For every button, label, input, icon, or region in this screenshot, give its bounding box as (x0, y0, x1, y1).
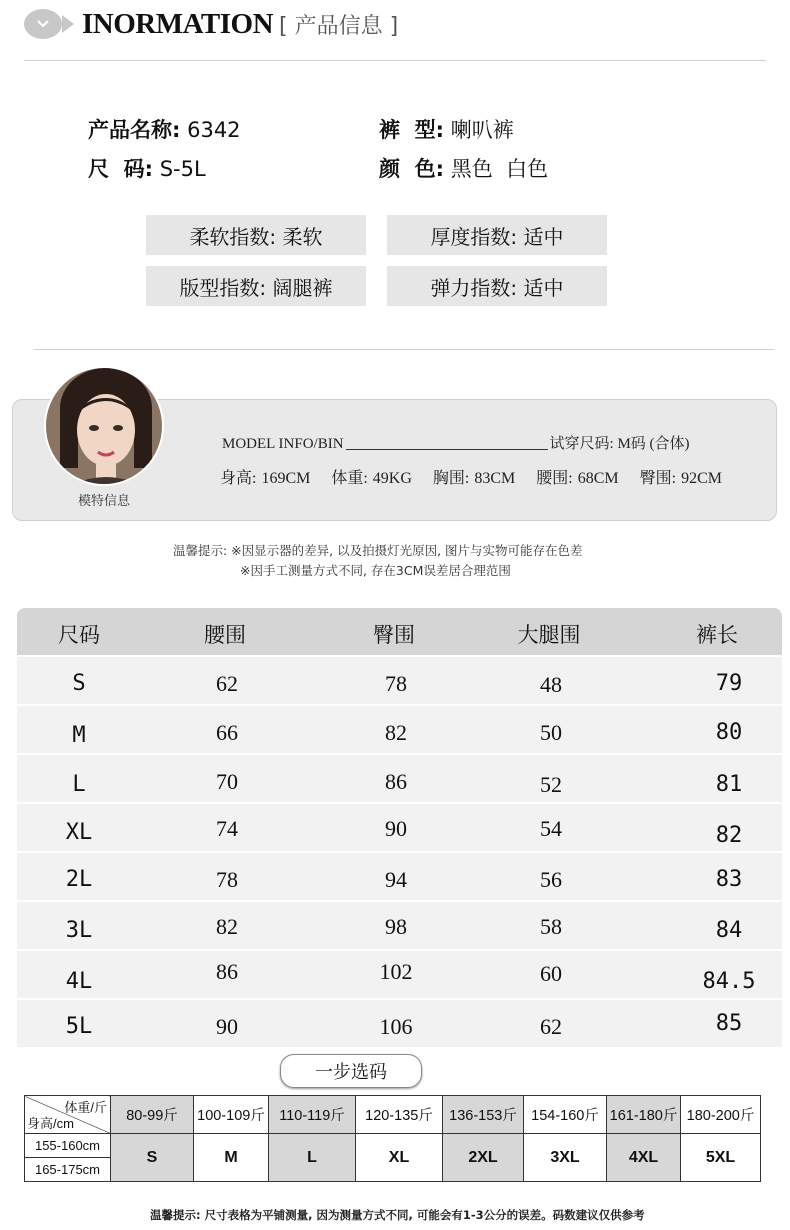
table-cell: 82 (216, 914, 238, 939)
table-cell: 3L (65, 918, 93, 943)
elasticity-index: 弹力指数: 适中 (387, 266, 607, 306)
table-cell: 79 (715, 671, 743, 696)
table-cell: L (72, 772, 86, 797)
weight-cell: 154-160斤 (524, 1096, 607, 1134)
table-cell: 102 (379, 959, 413, 984)
thickness-index: 厚度指数: 适中 (387, 215, 607, 255)
table-cell: 78 (216, 867, 238, 892)
table-row (17, 655, 782, 704)
size-cell: M (194, 1134, 269, 1182)
table-cell: 5L (65, 1014, 93, 1039)
table-row (17, 900, 782, 949)
table-cell: 83 (715, 867, 743, 892)
table-cell: 52 (540, 772, 562, 797)
table-row (17, 851, 782, 900)
table-cell: 58 (540, 914, 562, 939)
table-row (17, 998, 782, 1047)
size-recommendation-table (24, 1095, 761, 1182)
table-row (17, 802, 782, 851)
model-caption: 模特信息 (78, 494, 131, 509)
bottom-tip: 温馨提示: 尺寸表格为平铺测量, 因为测量方式不同, 可能会有1-3公分的误差。码数建议仅供参考 (150, 1208, 645, 1222)
table-cell: 98 (385, 914, 407, 939)
table-cell: 60 (540, 961, 562, 986)
size-table-header-cell: 裤长 (696, 623, 738, 647)
size-cell: L (269, 1134, 356, 1182)
table-cell: 86 (385, 769, 407, 794)
table-cell: 106 (379, 1014, 413, 1039)
table-cell: XL (65, 820, 93, 845)
table-row (17, 704, 782, 753)
table-cell: 48 (540, 672, 562, 697)
table-cell: 70 (216, 769, 238, 794)
table-cell: 74 (216, 816, 238, 841)
weight-cell: 120-135斤 (356, 1096, 443, 1134)
size-table-header (17, 608, 782, 655)
product-name: 产品名称: 6342 (88, 118, 241, 142)
size-cell: 4XL (607, 1134, 681, 1182)
weight-cell: 161-180斤 (607, 1096, 681, 1134)
size-table-header-cell: 腰围 (204, 623, 246, 647)
size-table (17, 608, 782, 1047)
size-table-header-cell: 尺码 (58, 623, 100, 647)
table-row (17, 753, 782, 802)
table-cell: 90 (216, 1014, 238, 1039)
table-cell: 84.5 (702, 969, 756, 994)
table-corner-cell: 体重/斤 身高/cm (25, 1096, 111, 1134)
section-subtitle: [ 产品信息 ] (279, 13, 399, 39)
table-cell: 54 (540, 816, 562, 841)
model-info-line: MODEL INFO/BIN 试穿尺码: M码 (合体) (222, 436, 690, 452)
weight-cell: 136-153斤 (443, 1096, 524, 1134)
section-title: INORMATION (82, 7, 274, 40)
product-color: 颜 色: 黑色 白色 (379, 157, 549, 181)
weight-cell: 180-200斤 (681, 1096, 761, 1134)
model-measurements: 身高: 169CM 体重: 49KG 胸围: 83CM 腰围: 68CM 臀围: 92CM (220, 470, 722, 487)
step-select-size-button[interactable]: 一步选码 (280, 1054, 422, 1088)
table-cell: 80 (715, 720, 743, 745)
section-header (24, 6, 398, 42)
table-cell: 50 (540, 720, 562, 745)
divider (34, 349, 774, 350)
table-cell: 86 (216, 959, 238, 984)
table-cell: 56 (540, 867, 562, 892)
table-cell: 85 (715, 1011, 743, 1036)
size-cell: 5XL (681, 1134, 761, 1182)
weight-cell: 110-119斤 (269, 1096, 356, 1134)
table-cell: 66 (216, 720, 238, 745)
softness-index: 柔软指数: 柔软 (146, 215, 366, 255)
table-cell: M (72, 723, 86, 748)
product-type: 裤 型: 喇叭裤 (379, 118, 514, 142)
size-cell: S (111, 1134, 194, 1182)
table-row (17, 949, 782, 998)
product-size: 尺 码: S-5L (88, 157, 206, 181)
weight-cell: 100-109斤 (194, 1096, 269, 1134)
divider (24, 60, 766, 61)
weight-cell: 80-99斤 (111, 1096, 194, 1134)
model-avatar (44, 366, 164, 486)
table-cell: 82 (715, 823, 743, 848)
height-cell: 155-160cm (25, 1134, 111, 1158)
table-cell: 82 (385, 720, 407, 745)
size-cell: 3XL (524, 1134, 607, 1182)
table-cell: 2L (65, 867, 93, 892)
table-cell: 78 (385, 671, 407, 696)
table-cell: 81 (715, 772, 743, 797)
height-cell: 165-175cm (25, 1158, 111, 1182)
table-cell: 84 (715, 918, 743, 943)
table-cell: 90 (385, 816, 407, 841)
chevron-down-icon (24, 9, 62, 39)
fit-index: 版型指数: 阔腿裤 (146, 266, 366, 306)
table-cell: 62 (216, 671, 238, 696)
size-cell: XL (356, 1134, 443, 1182)
table-cell: 94 (385, 867, 407, 892)
table-cell: 4L (65, 969, 93, 994)
table-cell: 62 (540, 1014, 562, 1039)
size-cell: 2XL (443, 1134, 524, 1182)
size-table-header-cell: 大腿围 (517, 623, 581, 647)
tip-line-2: ※因手工测量方式不同, 存在3CM误差居合理范围 (240, 563, 511, 578)
tip-line-1: 温馨提示: ※因显示器的差异, 以及拍摄灯光原因, 图片与实物可能存在色差 (173, 543, 583, 558)
size-table-header-cell: 臀围 (373, 623, 415, 647)
table-cell: S (72, 671, 86, 696)
